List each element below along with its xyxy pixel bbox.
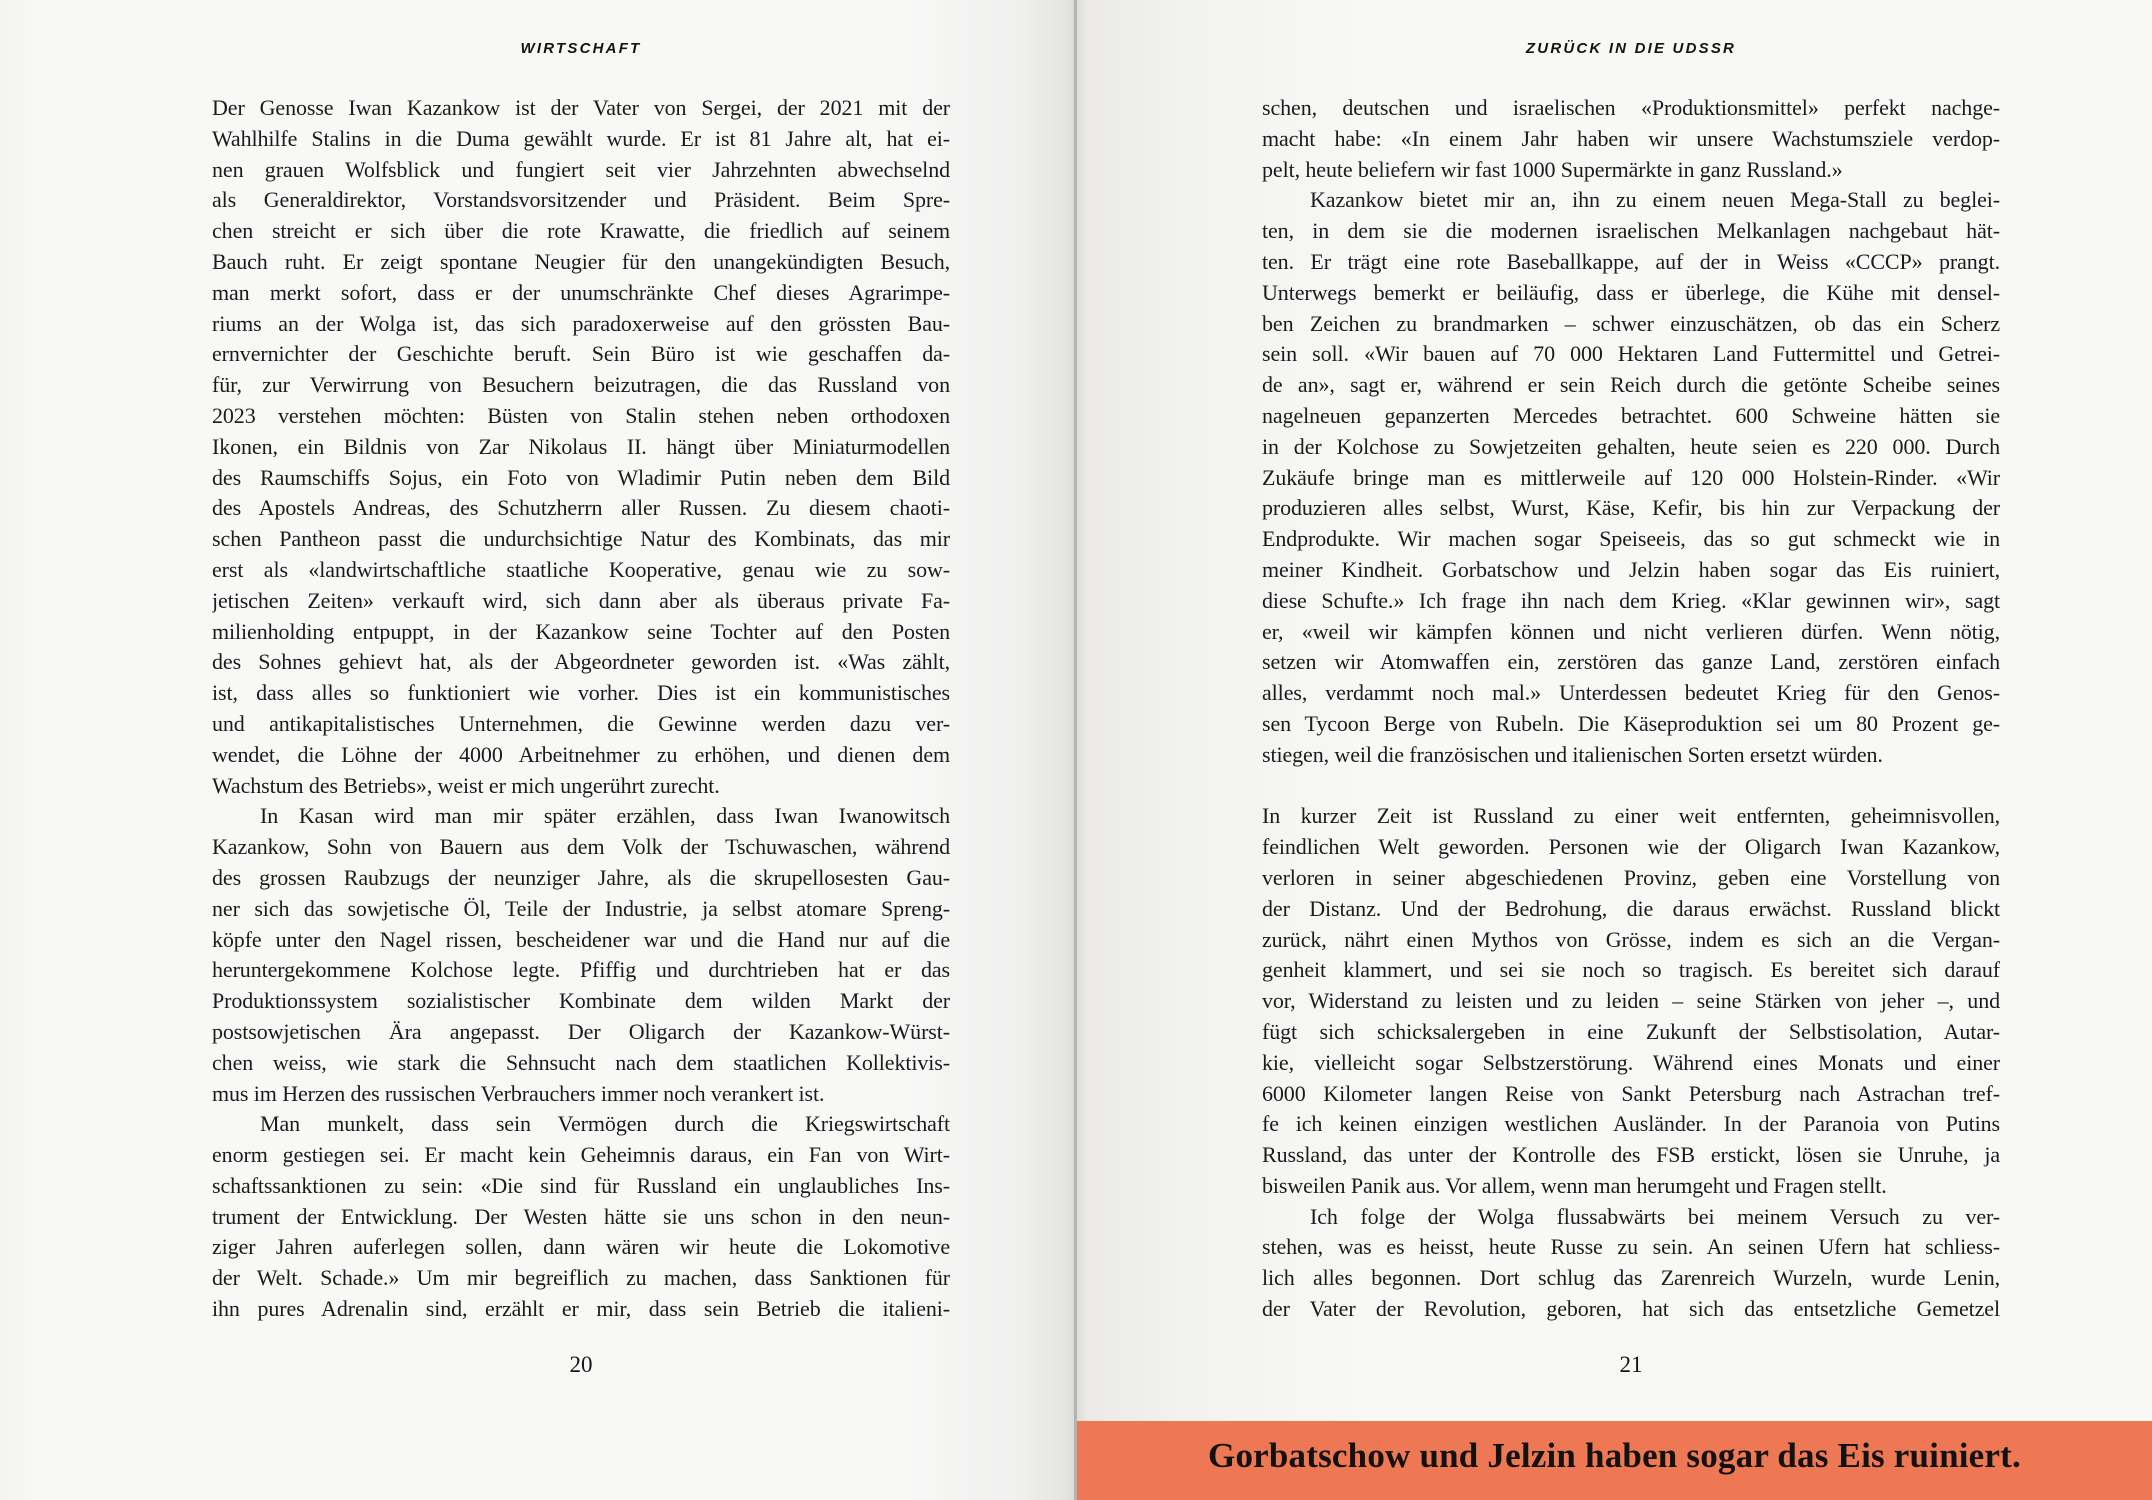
- text-line: des Sohnes gehievt hat, als der Abgeordneter geworden ist. «Was zählt,: [212, 649, 950, 675]
- text-line: Kazankow, Sohn von Bauern aus dem Volk der Tschuwaschen, während: [212, 834, 950, 860]
- text-line: In Kasan wird man mir später erzählen, dass Iwan Iwanowitsch: [260, 803, 950, 829]
- text-line: Wachstum des Betriebs», weist er mich ungerührt zurecht.: [212, 772, 720, 798]
- text-line: stiegen, weil die französischen und italienischen Sorten ersetzt würden.: [1262, 741, 1883, 767]
- text-line: und antikapitalistisches Unternehmen, die Gewinne werden dazu ver-: [212, 710, 950, 736]
- text-line: Produktionssystem sozialistischer Kombinate dem wilden Markt der: [212, 988, 950, 1014]
- text-line: ten, in dem sie die modernen israelischen Melkanlagen nachgebaut hät-: [1262, 218, 2000, 244]
- text-line: ten. Er trägt eine rote Baseballkappe, auf der in Weiss «CCCP» prangt.: [1262, 248, 2000, 274]
- text-line: pelt, heute beliefern wir fast 1000 Supermärkte in ganz Russland.»: [1262, 156, 1843, 182]
- text-line: Bauch ruht. Er zeigt spontane Neugier für den unangekündigten Besuch,: [212, 248, 950, 274]
- text-line: postsowjetischen Ära angepasst. Der Oligarch der Kazankow-Würst-: [212, 1018, 950, 1044]
- text-line: ziger Jahren auferlegen sollen, dann wären wir heute die Lokomotive: [212, 1234, 950, 1260]
- text-line: nagelneuen gepanzerten Mercedes betrachtet. 600 Schweine hätten sie: [1262, 402, 2000, 428]
- text-line: riums an der Wolga ist, das sich paradoxerweise auf den grössten Bau-: [212, 310, 950, 336]
- text-line: des grossen Raubzugs der neunziger Jahre, als die skrupellosesten Gau-: [212, 864, 950, 890]
- text-line: fügt sich schicksalergeben in eine Zukunft der Selbstisolation, Autar-: [1262, 1018, 2000, 1044]
- text-line: feindlichen Welt geworden. Personen wie der Oligarch Iwan Kazankow,: [1262, 834, 2000, 860]
- text-line: fe ich keinen einzigen westlichen Ausländer. In der Paranoia von Putins: [1262, 1111, 2000, 1137]
- text-line: schen Pantheon passt die undurchsichtige Natur des Kombinats, das mir: [212, 526, 950, 552]
- text-line: schaftssanktionen zu sein: «Die sind für Russland ein unglaubliches Ins-: [212, 1172, 950, 1198]
- text-line: stehen, was es heisst, heute Russe zu sein. An seinen Ufern hat schliess-: [1262, 1234, 2000, 1260]
- text-line: Man munkelt, dass sein Vermögen durch die Kriegswirtschaft: [260, 1111, 950, 1137]
- text-line: meiner Kindheit. Gorbatschow und Jelzin haben sogar das Eis ruiniert,: [1262, 556, 2000, 582]
- text-line: diese Schufte.» Ich frage ihn nach dem Krieg. «Klar gewinnen wir», sagt: [1262, 587, 2000, 613]
- paragraph-gap: [1262, 771, 2000, 802]
- text-line: ihn pures Adrenalin sind, erzählt er mir, dass sein Betrieb die italieni-: [212, 1296, 950, 1322]
- text-line: ist, dass alles so funktioniert wie vorher. Dies ist ein kommunistisches: [212, 680, 950, 706]
- left-page-body: [212, 93, 950, 1325]
- text-line: bisweilen Panik aus. Vor allem, wenn man herumgeht und Fragen stellt.: [1262, 1172, 1887, 1198]
- text-line: nen grauen Wolfsblick und fungiert seit vier Jahrzehnten abwechselnd: [212, 156, 950, 182]
- text-line: chen streicht er sich über die rote Krawatte, die friedlich auf seinem: [212, 218, 950, 244]
- text-line: macht habe: «In einem Jahr haben wir unsere Wachstumsziele verdop-: [1262, 125, 2000, 151]
- text-line: wendet, die Löhne der 4000 Arbeitnehmer zu erhöhen, und dienen dem: [212, 741, 950, 767]
- text-line: produzieren alles selbst, Wurst, Käse, Kefir, bis hin zur Verpackung der: [1262, 495, 2000, 521]
- text-line: Russland, das unter der Kontrolle des FSB erstickt, lösen sie Unruhe, ja: [1262, 1142, 2000, 1168]
- text-line: sein soll. «Wir bauen auf 70 000 Hektaren Land Futtermittel und Getrei-: [1262, 341, 2000, 367]
- text-line: milienholding entpuppt, in der Kazankow seine Tochter auf den Posten: [212, 618, 950, 644]
- text-line: vor, Widerstand zu leisten und zu leiden – seine Stärken von jeher –, und: [1262, 988, 2000, 1014]
- text-line: erst als «landwirtschaftliche staatliche Kooperative, genau wie zu sow-: [212, 556, 950, 582]
- text-line: lich alles begonnen. Dort schlug das Zarenreich Wurzeln, wurde Lenin,: [1262, 1265, 2000, 1291]
- text-line: des Raumschiffs Sojus, ein Foto von Wladimir Putin neben dem Bild: [212, 464, 950, 490]
- text-line: als Generaldirektor, Vorstandsvorsitzender und Präsident. Beim Spre-: [212, 187, 950, 213]
- text-line: alles, verdammt noch mal.» Unterdessen bedeutet Krieg für den Genos-: [1262, 680, 2000, 706]
- text-line: Kazankow bietet mir an, ihn zu einem neuen Mega-Stall zu beglei-: [1310, 187, 2000, 213]
- text-line: genheit klammert, und sei sie noch so tragisch. Es bereitet sich darauf: [1262, 957, 2000, 983]
- left-page-number: 20: [569, 1352, 593, 1377]
- text-line: der Vater der Revolution, geboren, hat sich das entsetzliche Gemetzel: [1262, 1296, 2000, 1322]
- text-line: Der Genosse Iwan Kazankow ist der Vater von Sergei, der 2021 mit der: [212, 95, 950, 120]
- text-line: ner sich das sowjetische Öl, Teile der Industrie, ja selbst atomare Spreng-: [212, 895, 950, 921]
- text-line: enorm gestiegen sei. Er macht kein Geheimnis daraus, ein Fan von Wirt-: [212, 1142, 950, 1168]
- text-line: sen Tycoon Berge von Rubeln. Die Käseproduktion sei um 80 Prozent ge-: [1262, 710, 2000, 736]
- text-line: Ich folge der Wolga flussabwärts bei meinem Versuch zu ver-: [1310, 1203, 2000, 1229]
- text-line: de an», sagt er, während er sein Reich durch die getönte Scheibe seines: [1262, 372, 2000, 398]
- page-right: [1076, 0, 2152, 1500]
- text-line: Unterwegs bemerkt er beiläufig, dass er überlege, die Kühe mit densel-: [1262, 279, 2000, 305]
- pull-quote-text: Gorbatschow und Jelzin haben sogar das Eis ruiniert.: [1208, 1436, 2021, 1475]
- text-line: heruntergekommene Kolchose legte. Pfiffig und durchtrieben hat er das: [212, 957, 950, 983]
- text-line: trument der Entwicklung. Der Westen hätte sie uns schon in den neun-: [212, 1203, 950, 1229]
- right-page-body: [1262, 93, 2000, 1325]
- text-line: 2023 verstehen möchten: Büsten von Stalin stehen neben orthodoxen: [212, 402, 950, 428]
- text-line: 6000 Kilometer langen Reise von Sankt Petersburg nach Astrachan tref-: [1262, 1080, 2000, 1106]
- text-line: Zukäufe bringe man es mittlerweile auf 120 000 Holstein-Rinder. «Wir: [1262, 464, 2000, 490]
- text-line: ben Zeichen zu brandmarken – schwer einzuschätzen, ob das ein Scherz: [1262, 310, 2000, 336]
- text-line: mus im Herzen des russischen Verbrauchers immer noch verankert ist.: [212, 1080, 825, 1106]
- text-line: man merkt sofort, dass er der unumschränkte Chef dieses Agrarimpe-: [212, 279, 950, 305]
- text-line: in der Kolchose zu Sowjetzeiten gehalten, heute seien es 220 000. Durch: [1262, 433, 2000, 459]
- text-line: zurück, nährt einen Mythos von Grösse, indem es sich an die Vergan-: [1262, 926, 2000, 952]
- text-line: verloren in seiner abgeschiedenen Provinz, geben eine Vorstellung von: [1262, 864, 2000, 890]
- text-line: jetischen Zeiten» verkauft wird, sich dann aber als überaus private Fa-: [212, 587, 950, 613]
- text-line: des Apostels Andreas, des Schutzherrn aller Russen. Zu diesem chaoti-: [212, 495, 950, 521]
- text-line: der Welt. Schade.» Um mir begreiflich zu machen, dass Sanktionen für: [212, 1265, 950, 1291]
- text-line: Endprodukte. Wir machen sogar Speiseeis, das so gut schmeckt wie in: [1262, 526, 2000, 552]
- text-line: setzen wir Atomwaffen ein, zerstören das ganze Land, zerstören einfach: [1262, 649, 2000, 675]
- right-page-number: 21: [1619, 1352, 1643, 1377]
- left-running-header: WIRTSCHAFT: [520, 40, 642, 57]
- text-line: für, zur Verwirrung von Besuchern beizutragen, die das Russland von: [212, 372, 950, 398]
- spine-divider: [1074, 0, 1077, 1500]
- text-line: ernvernichter der Geschichte beruft. Sein Büro ist wie geschaffen da-: [212, 341, 950, 367]
- text-line: In kurzer Zeit ist Russland zu einer weit entfernten, geheimnisvollen,: [1262, 803, 2000, 829]
- text-line: schen, deutschen und israelischen «Produktionsmittel» perfekt nachge-: [1262, 95, 2000, 120]
- right-running-header: ZURÜCK IN DIE UDSSR: [1525, 40, 1737, 57]
- text-line: köpfe unter den Nagel rissen, bescheidener war und die Hand nur auf die: [212, 926, 950, 952]
- text-line: Ikonen, ein Bildnis von Zar Nikolaus II. hängt über Miniaturmodellen: [212, 433, 950, 459]
- text-line: chen weiss, wie stark die Sehnsucht nach dem staatlichen Kollektivis-: [212, 1049, 950, 1075]
- text-line: der Distanz. Und der Bedrohung, die daraus erwächst. Russland blickt: [1262, 895, 2000, 921]
- text-line: er, «weil wir kämpfen können und nicht verlieren dürfen. Wenn nötig,: [1262, 618, 2000, 644]
- pull-quote-banner: [1077, 1421, 2152, 1500]
- text-line: kie, vielleicht sogar Selbstzerstörung. Während eines Monats und einer: [1262, 1049, 2000, 1075]
- text-line: Wahlhilfe Stalins in die Duma gewählt wurde. Er ist 81 Jahre alt, hat ei-: [212, 125, 950, 151]
